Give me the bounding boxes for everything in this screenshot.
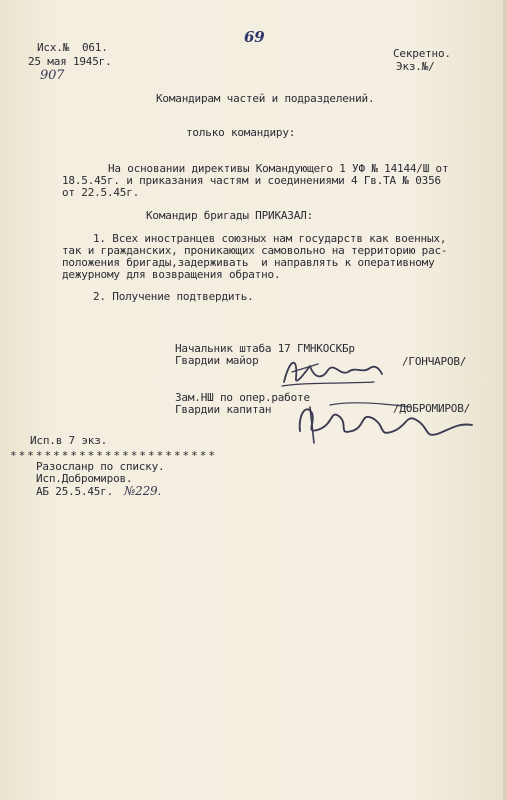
distribution-line: Разосланр по списку.	[36, 460, 165, 473]
deputy-rank: Гвардии капитан	[175, 403, 272, 416]
page-edge-shadow	[503, 0, 507, 800]
order-item-2: 2. Получение подтвердить.	[93, 290, 254, 303]
typist-line: АБ 25.5.45г.	[36, 485, 114, 498]
document-date: 25 мая 1945г.	[28, 55, 112, 68]
footer-separator: ∗∗∗∗∗∗∗∗∗∗∗∗∗∗∗∗∗∗∗∗∗∗∗∗	[10, 447, 217, 460]
chief-of-staff-rank: Гвардии майор	[175, 354, 259, 367]
handwritten-registration: 907	[40, 68, 65, 83]
chief-signature	[278, 352, 388, 394]
order-item-1-line-2: так и гражданских, проникающих самовольно на территорию рас-	[62, 244, 448, 257]
basis-line-1: На основании директивы Командующего 1 УФ № 14144/Ш от	[108, 162, 449, 175]
copies-line: Исп.в 7 экз.	[30, 434, 108, 447]
copy-number: Экз.№/	[396, 60, 435, 73]
basis-line-3: от 22.5.45г.	[62, 186, 140, 199]
chief-of-staff-name: /ГОНЧАРОВ/	[402, 355, 467, 368]
deputy-name: /ДОБРОМИРОВ/	[393, 402, 471, 415]
order-item-1-line-1: 1. Всех иностранцев союзных нам государств как военных,	[93, 232, 447, 245]
order-item-1-line-3: положения бригады,задерживать и направлять к оперативному	[62, 256, 435, 269]
handwritten-footer-number: №229.	[124, 484, 162, 498]
addressee: Командирам частей и подразделений.	[156, 92, 375, 105]
restriction-line: только командиру:	[186, 126, 296, 139]
secrecy-label: Секретно.	[393, 47, 451, 60]
chief-of-staff-title: Начальник штаба 17 ГМНКОСКБр	[175, 342, 355, 355]
deputy-signature	[290, 395, 480, 455]
basis-line-2: 18.5.45г. и приказания частям и соединениями 4 Гв.ТА № 0356	[62, 174, 441, 187]
outgoing-number: Исх.№ 061.	[37, 41, 108, 54]
order-item-1-line-4: дежурному для возвращения обратно.	[62, 268, 281, 281]
page-number: 69	[244, 28, 265, 46]
deputy-title: Зам.НШ по опер.работе	[175, 391, 310, 404]
executor-line: Исп.Добромиров.	[36, 472, 133, 485]
order-heading: Командир бригады ПРИКАЗАЛ:	[146, 209, 313, 222]
